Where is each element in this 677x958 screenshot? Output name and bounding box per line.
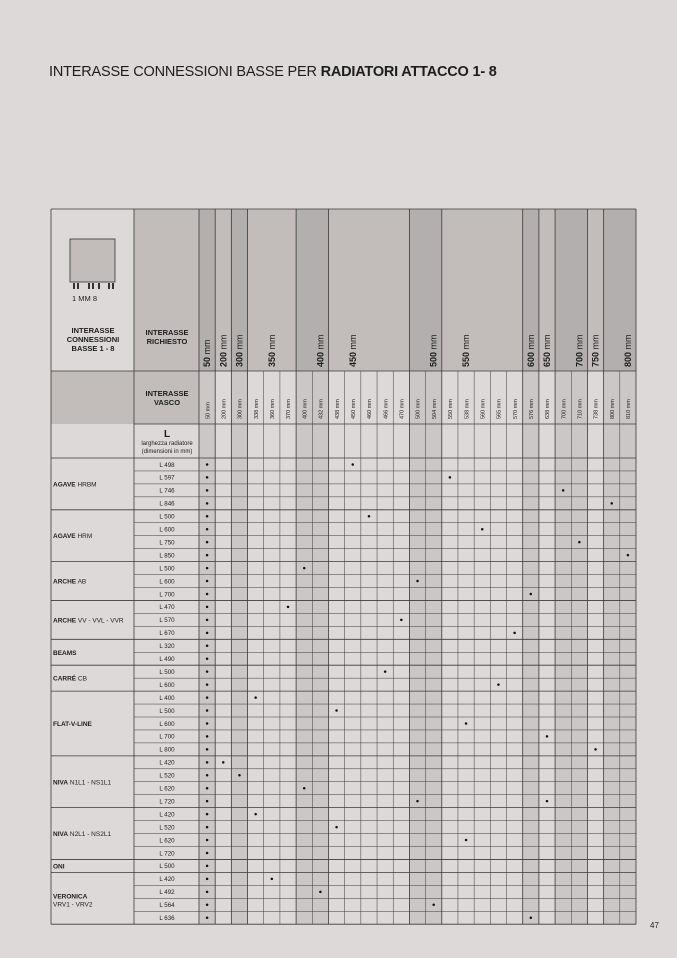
vasco-value: 360 mm bbox=[270, 399, 277, 419]
compatibility-dot bbox=[594, 748, 597, 751]
row-width-label: L 750 bbox=[159, 539, 175, 547]
row-width-label: L 600 bbox=[159, 526, 175, 534]
compatibility-dot bbox=[530, 916, 533, 919]
vasco-value: 504 mm bbox=[431, 399, 438, 419]
compatibility-dot bbox=[206, 916, 209, 919]
compatibility-dot bbox=[206, 761, 209, 764]
row-width-label: L 620 bbox=[159, 837, 175, 845]
group-column-band bbox=[442, 371, 523, 924]
compatibility-dot bbox=[206, 709, 209, 712]
compatibility-dot bbox=[206, 515, 209, 518]
group-column-band bbox=[539, 371, 555, 924]
model-name: ARCHE AB bbox=[53, 578, 87, 586]
compatibility-dot bbox=[416, 800, 419, 803]
compatibility-dot bbox=[481, 528, 484, 531]
model-name: NIVA N2L1 - NS2L1 bbox=[53, 831, 112, 839]
row-width-label: L 720 bbox=[159, 798, 175, 806]
group-column-band bbox=[328, 371, 409, 924]
vasco-value: 500 mm bbox=[415, 399, 422, 419]
vasco-value: 565 mm bbox=[496, 399, 503, 419]
vasco-value: 400 mm bbox=[302, 399, 309, 419]
compatibility-dot bbox=[352, 463, 355, 466]
compatibility-dot bbox=[206, 567, 209, 570]
row-width-label: L 492 bbox=[159, 889, 175, 897]
model-name: BEAMS bbox=[53, 649, 77, 657]
row-width-label: L 420 bbox=[159, 811, 175, 819]
row-width-label: L 700 bbox=[159, 591, 175, 599]
compatibility-dot bbox=[303, 787, 306, 790]
connector-icon bbox=[70, 239, 115, 289]
compatibility-dot bbox=[497, 683, 500, 686]
row-width-label: L 746 bbox=[159, 487, 175, 495]
row-width-label: L 600 bbox=[159, 578, 175, 586]
compatibility-dot bbox=[222, 761, 225, 764]
compatibility-dot bbox=[206, 632, 209, 635]
compatibility-dot bbox=[206, 554, 209, 557]
group-column-band bbox=[215, 371, 231, 924]
group-label: 350 mm bbox=[266, 334, 277, 367]
row-width-label: L 420 bbox=[159, 876, 175, 884]
group-label: 700 mm bbox=[574, 334, 585, 367]
row-width-label: L 670 bbox=[159, 630, 175, 638]
radiator-body-icon bbox=[70, 239, 115, 282]
vasco-label: VASCO bbox=[153, 398, 181, 407]
compatibility-dot bbox=[530, 593, 533, 596]
row-width-label: L 850 bbox=[159, 552, 175, 560]
vasco-value: 550 mm bbox=[448, 399, 455, 419]
row-width-label: L 600 bbox=[159, 681, 175, 689]
row-width-label: L 720 bbox=[159, 850, 175, 858]
l-description: larghezza radiatore bbox=[141, 441, 193, 447]
compatibility-dot bbox=[206, 904, 209, 907]
compatibility-dot bbox=[400, 619, 403, 622]
group-column-band bbox=[231, 371, 247, 924]
vasco-value: 538 mm bbox=[464, 399, 471, 419]
group-label: 800 mm bbox=[622, 334, 633, 367]
compatibility-dot bbox=[368, 515, 371, 518]
compatibility-dot bbox=[287, 606, 290, 609]
vasco-value: 638 mm bbox=[545, 399, 552, 419]
vasco-left-cell bbox=[51, 371, 134, 424]
group-column-band bbox=[587, 371, 603, 924]
compatibility-dot bbox=[238, 774, 241, 777]
group-label: 750 mm bbox=[590, 334, 601, 367]
compatibility-dot bbox=[206, 774, 209, 777]
row-width-label: L 500 bbox=[159, 668, 175, 676]
page-title-bold: RADIATORI ATTACCO 1- 8 bbox=[320, 64, 497, 80]
compatibility-dot bbox=[465, 722, 468, 725]
group-label: 200 mm bbox=[218, 334, 229, 367]
connector-pin-icon bbox=[88, 283, 90, 289]
compatibility-dot bbox=[627, 554, 630, 557]
vasco-value: 710 mm bbox=[577, 399, 584, 419]
model-name: AGAVE HRBM bbox=[53, 481, 97, 489]
page-title-normal: INTERASSE CONNESSIONI BASSE PER bbox=[49, 64, 321, 80]
compatibility-dot bbox=[206, 683, 209, 686]
l-label: L bbox=[163, 429, 171, 440]
compatibility-dot bbox=[206, 787, 209, 790]
group-header-band bbox=[328, 209, 409, 371]
row-width-label: L 500 bbox=[159, 513, 175, 521]
vasco-value: 432 mm bbox=[318, 399, 325, 419]
compatibility-dot bbox=[206, 813, 209, 816]
l-description: (dimensioni in mm) bbox=[141, 449, 193, 455]
row-width-label: L 846 bbox=[159, 500, 175, 508]
row-width-label: L 597 bbox=[159, 474, 175, 482]
compatibility-dot bbox=[206, 722, 209, 725]
compatibility-dot bbox=[206, 891, 209, 894]
compatibility-dot bbox=[206, 735, 209, 738]
row-width-label: L 400 bbox=[159, 694, 175, 702]
vasco-value: 560 mm bbox=[480, 399, 487, 419]
vasco-value: 738 mm bbox=[593, 399, 600, 419]
vasco-value: 466 mm bbox=[383, 399, 390, 419]
compatibility-dot bbox=[206, 580, 209, 583]
row-width-label: L 420 bbox=[159, 759, 175, 767]
row-width-label: L 490 bbox=[159, 656, 175, 664]
row-width-label: L 520 bbox=[159, 824, 175, 832]
compatibility-dot bbox=[206, 878, 209, 881]
row-width-label: L 570 bbox=[159, 617, 175, 625]
vasco-value: 470 mm bbox=[399, 399, 406, 419]
richiesto-label: INTERASSE bbox=[145, 328, 189, 337]
row-width-label: L 320 bbox=[159, 643, 175, 651]
richiesto-label: RICHIESTO bbox=[146, 337, 188, 346]
vasco-label: INTERASSE bbox=[145, 389, 189, 398]
group-label: 600 mm bbox=[525, 334, 536, 367]
row-width-label: L 620 bbox=[159, 785, 175, 793]
group-label: 650 mm bbox=[541, 334, 552, 367]
compatibility-dot bbox=[319, 891, 322, 894]
group-column-band bbox=[523, 371, 539, 924]
row-width-label: L 500 bbox=[159, 863, 175, 871]
compatibility-dot bbox=[206, 748, 209, 751]
group-label: 300 mm bbox=[234, 334, 245, 367]
compatibility-dot bbox=[206, 826, 209, 829]
model-name: CARRÉ CB bbox=[53, 675, 87, 683]
group-label: 400 mm bbox=[315, 334, 326, 367]
row-width-label: L 636 bbox=[159, 915, 175, 923]
vasco-value: 200 mm bbox=[221, 399, 228, 419]
compatibility-dot bbox=[271, 878, 274, 881]
vasco-value: 570 mm bbox=[512, 399, 519, 419]
row-width-label: L 500 bbox=[159, 565, 175, 573]
compatibility-dot bbox=[206, 839, 209, 842]
compatibility-dot bbox=[206, 476, 209, 479]
compatibility-dot bbox=[432, 904, 435, 907]
compatibility-dot bbox=[206, 528, 209, 531]
connector-pin-icon bbox=[73, 283, 75, 289]
row-width-label: L 600 bbox=[159, 720, 175, 728]
compatibility-dot bbox=[206, 502, 209, 505]
compatibility-dot bbox=[206, 657, 209, 660]
compatibility-dot bbox=[206, 800, 209, 803]
vasco-value: 700 mm bbox=[561, 399, 568, 419]
compatibility-dot bbox=[335, 826, 338, 829]
connector-pin-icon bbox=[108, 283, 110, 289]
group-label: 50 mm bbox=[202, 339, 213, 367]
group-label: 550 mm bbox=[461, 334, 472, 367]
compatibility-dot bbox=[546, 735, 549, 738]
row-width-label: L 500 bbox=[159, 707, 175, 715]
compatibility-dot bbox=[546, 800, 549, 803]
vasco-value: 800 mm bbox=[609, 399, 616, 419]
row-width-label: L 564 bbox=[159, 902, 175, 910]
compatibility-dot bbox=[206, 593, 209, 596]
row-width-label: L 520 bbox=[159, 772, 175, 780]
model-name: FLAT-V-LINE bbox=[53, 720, 92, 728]
connector-caption: 1 MM 8 bbox=[72, 294, 98, 303]
compatibility-dot bbox=[303, 567, 306, 570]
vasco-value: 338 mm bbox=[253, 399, 260, 419]
connections-label: CONNESSIONI bbox=[66, 335, 120, 344]
compatibility-dot bbox=[449, 476, 452, 479]
vasco-value: 576 mm bbox=[528, 399, 535, 419]
compatibility-dot bbox=[206, 645, 209, 648]
compatibility-dot bbox=[206, 852, 209, 855]
group-column-band bbox=[248, 371, 297, 924]
model-name: NIVA N1L1 - NS1L1 bbox=[53, 779, 112, 787]
connector-pin-icon bbox=[77, 283, 79, 289]
vasco-value: 460 mm bbox=[367, 399, 374, 419]
vasco-value: 450 mm bbox=[350, 399, 357, 419]
compatibility-dot bbox=[254, 696, 256, 699]
connector-pin-icon bbox=[98, 283, 100, 289]
model-name: ONI bbox=[53, 863, 65, 871]
compatibility-dot bbox=[206, 619, 209, 622]
vasco-value: 438 mm bbox=[334, 399, 341, 419]
row-width-label: L 498 bbox=[159, 461, 175, 469]
compatibility-dot bbox=[206, 606, 209, 609]
compatibility-dot bbox=[254, 813, 256, 816]
row-width-label: L 800 bbox=[159, 746, 175, 754]
compatibility-dot bbox=[578, 541, 581, 544]
row-width-label: L 700 bbox=[159, 733, 175, 741]
model-name: ARCHE VV - VVL - VVR bbox=[53, 617, 124, 625]
compatibility-dot bbox=[206, 696, 209, 699]
compatibility-dot bbox=[206, 489, 209, 492]
row-width-label: L 470 bbox=[159, 604, 175, 612]
compatibility-dot bbox=[206, 865, 209, 868]
vasco-value: 50 mm bbox=[205, 402, 212, 419]
connector-pin-icon bbox=[112, 283, 114, 289]
group-label: 450 mm bbox=[347, 334, 358, 367]
connections-label: BASSE 1 - 8 bbox=[71, 344, 115, 353]
group-label: 500 mm bbox=[428, 334, 439, 367]
vasco-value: 300 mm bbox=[237, 399, 244, 419]
group-header-band bbox=[442, 209, 523, 371]
compatibility-dot bbox=[384, 670, 387, 673]
compatibility-dot bbox=[206, 541, 209, 544]
compatibility-dot bbox=[562, 489, 565, 492]
model-name: AGAVE HRM bbox=[53, 533, 93, 541]
compatibility-dot bbox=[610, 502, 613, 505]
model-name: VERONICA VRV1 - VRV2 bbox=[53, 893, 93, 909]
connector-pin-icon bbox=[92, 283, 94, 289]
compatibility-dot bbox=[206, 463, 209, 466]
connections-label: INTERASSE bbox=[71, 326, 115, 335]
page-number: 47 bbox=[650, 921, 659, 930]
compatibility-dot bbox=[335, 709, 338, 712]
vasco-value: 370 mm bbox=[286, 399, 293, 419]
compatibility-dot bbox=[206, 670, 209, 673]
compatibility-dot bbox=[465, 839, 468, 842]
vasco-value: 810 mm bbox=[626, 399, 633, 419]
compatibility-dot bbox=[513, 632, 516, 635]
compatibility-dot bbox=[416, 580, 419, 583]
